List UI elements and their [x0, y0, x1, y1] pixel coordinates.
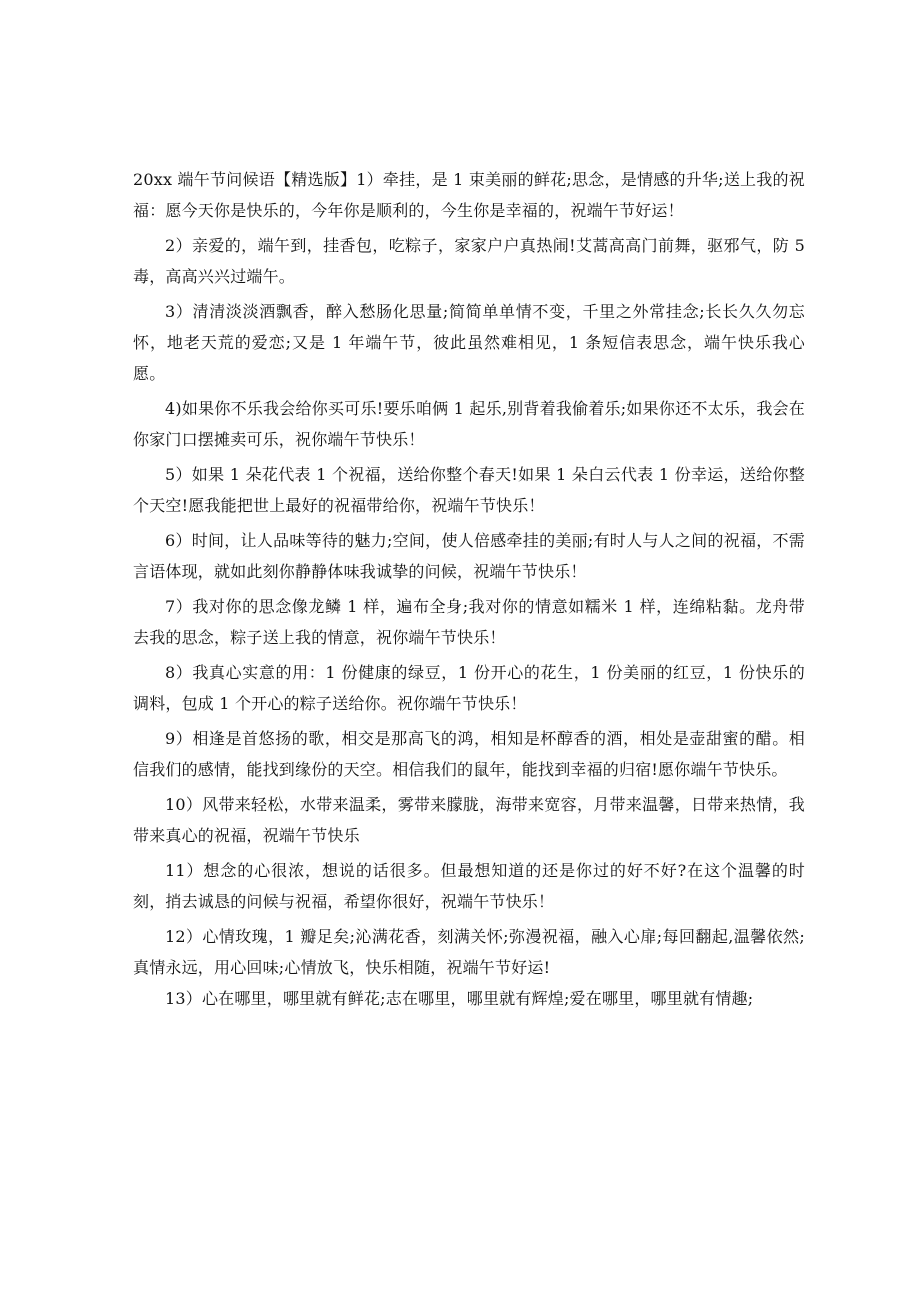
paragraph-9: 9）相逢是首悠扬的歌，相交是那高飞的鸿，相知是杯醇香的酒，相处是壶甜蜜的醋。相信我们的感情，能找到缘份的天空。相信我们的鼠年，能找到幸福的归宿!愿你端午节快乐。 — [133, 729, 805, 779]
paragraph-8: 8）我真心实意的用：1 份健康的绿豆，1 份开心的花生，1 份美丽的红豆，1 份快乐的调料，包成 1 个开心的粽子送给你。祝你端午节快乐！ — [133, 663, 805, 713]
paragraph-11: 11）想念的心很浓，想说的话很多。但最想知道的还是你过的好不好?在这个温馨的时刻，捎去诚恳的问候与祝福，希望你很好，祝端午节快乐！ — [133, 861, 805, 911]
paragraph-4: 4)如果你不乐我会给你买可乐!要乐咱俩 1 起乐,别背着我偷着乐;如果你还不太乐，我会在你家门口摆摊卖可乐，祝你端午节快乐！ — [133, 399, 805, 449]
document-page — [133, 164, 805, 1014]
paragraph-10: 10）风带来轻松，水带来温柔，雾带来朦胧，海带来宽容，月带来温馨，日带来热情，我带来真心的祝福，祝端午节快乐 — [133, 795, 805, 845]
paragraph-5: 5）如果 1 朵花代表 1 个祝福，送给你整个春天!如果 1 朵白云代表 1 份幸运，送给你整个天空!愿我能把世上最好的祝福带给你，祝端午节快乐！ — [133, 465, 805, 515]
paragraph-1: 20xx 端午节问候语【精选版】1）牵挂，是 1 束美丽的鲜花;思念，是情感的升华;送上我的祝福：愿今天你是快乐的，今年你是顺利的，今生你是幸福的，祝端午节好运！ — [133, 170, 805, 220]
paragraph-3: 3）清清淡淡酒飘香，醉入愁肠化思量;简简单单情不变，千里之外常挂念;长长久久勿忘怀，地老天荒的爱恋;又是 1 年端午节，彼此虽然难相见，1 条短信表思念，端午快乐我心愿。 — [133, 302, 805, 383]
paragraph-12: 12）心情玫瑰，1 瓣足矣;沁满花香，刻满关怀;弥漫祝福，融入心扉;每回翻起,温馨依然;真情永远，用心回味;心情放飞，快乐相随，祝端午节好运! — [133, 927, 805, 977]
paragraph-13: 13）心在哪里，哪里就有鲜花;志在哪里，哪里就有辉煌;爱在哪里，哪里就有情趣; — [165, 989, 754, 1008]
paragraph-7: 7）我对你的思念像龙鳞 1 样，遍布全身;我对你的情意如糯米 1 样，连绵粘黏。龙舟带去我的思念，粽子送上我的情意，祝你端午节快乐！ — [133, 597, 805, 647]
paragraph-2: 2）亲爱的，端午到，挂香包，吃粽子，家家户户真热闹!艾蒿高高门前舞，驱邪气，防 5 毒，高高兴兴过端午。 — [133, 236, 805, 286]
paragraph-6: 6）时间，让人品味等待的魅力;空间，使人倍感牵挂的美丽;有时人与人之间的祝福，不需言语体现，就如此刻你静静体味我诚挚的问候，祝端午节快乐！ — [133, 531, 805, 581]
